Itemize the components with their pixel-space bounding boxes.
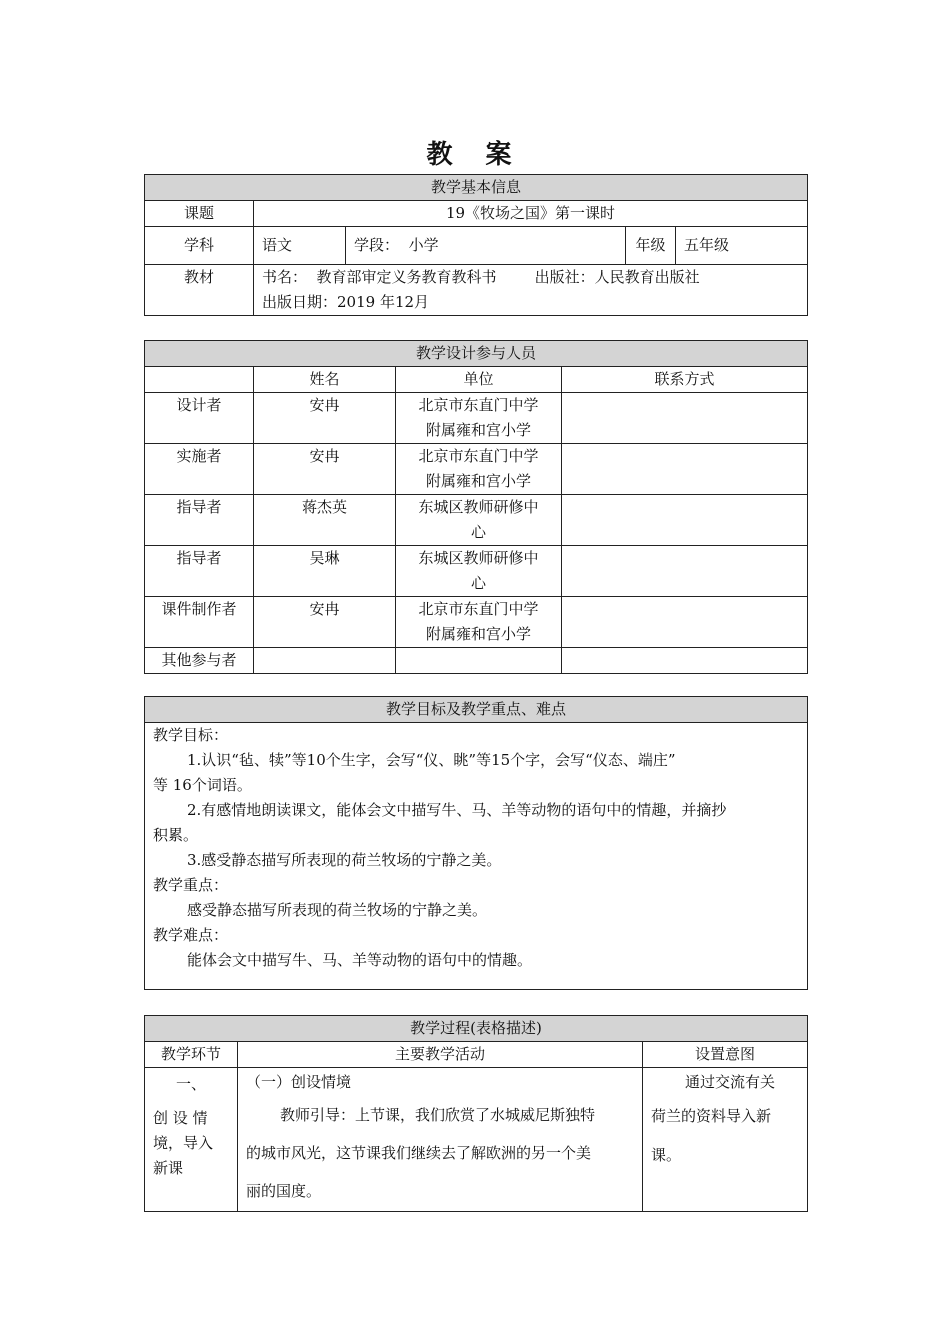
unit-line-2: 附属雍和宫小学	[425, 421, 531, 439]
goal-title: 教学目标：	[153, 726, 229, 744]
goal-3: 3.感受静态描写所表现的荷兰牧场的宁静之美。	[187, 851, 502, 869]
material-line-2: 出版日期：2019 年12月	[262, 293, 430, 311]
unit-line-1: 东城区教师研修中	[418, 549, 539, 567]
unit-line-1: 东城区教师研修中	[418, 498, 539, 516]
unit	[396, 444, 562, 495]
goal-1b: 等 16个词语。	[153, 776, 252, 794]
name: 蒋杰英	[254, 495, 396, 546]
stage-name-2: 境，导入	[153, 1134, 214, 1152]
activity-title: （一）创设情境	[246, 1073, 352, 1091]
material-label: 教材	[145, 265, 254, 316]
participants-table	[144, 340, 808, 674]
table-row	[145, 393, 808, 444]
unit-line-2: 附属雍和宫小学	[425, 472, 531, 490]
activity-cell	[238, 1068, 643, 1212]
difficulty-text: 能体会文中描写牛、马、羊等动物的语句中的情趣。	[187, 951, 533, 969]
stage-label: 学段：	[354, 236, 400, 254]
unit	[396, 597, 562, 648]
col-intent: 设置意图	[643, 1042, 808, 1068]
table-row	[145, 648, 808, 674]
goals-header: 教学目标及教学重点、难点	[145, 697, 808, 723]
unit	[396, 546, 562, 597]
unit	[396, 393, 562, 444]
role: 设计者	[145, 393, 254, 444]
role: 指导者	[145, 546, 254, 597]
grade-value: 五年级	[676, 227, 808, 265]
topic-value: 19《牧场之国》第一课时	[254, 201, 808, 227]
activity-line-2: 的城市风光，这节课我们继续去了解欧洲的另一个美	[246, 1144, 592, 1162]
basic-info-header: 教学基本信息	[145, 175, 808, 201]
stage-cell	[145, 1068, 238, 1212]
contact	[562, 597, 808, 648]
role: 指导者	[145, 495, 254, 546]
unit-line-1: 北京市东直门中学	[418, 600, 539, 618]
contact	[562, 393, 808, 444]
unit	[396, 495, 562, 546]
goal-2b: 积累。	[153, 826, 199, 844]
goal-2a: 2.有感情地朗读课文，能体会文中描写牛、马、羊等动物的语句中的情趣，并摘抄	[187, 801, 727, 819]
intent-line-2: 荷兰的资料导入新	[651, 1107, 772, 1125]
unit-line-1: 北京市东直门中学	[418, 447, 539, 465]
grade-label: 年级	[626, 227, 676, 265]
subject-value: 语文	[254, 227, 346, 265]
intent-line-3: 课。	[651, 1146, 682, 1164]
stage-name-3: 新课	[153, 1159, 184, 1177]
subject-label: 学科	[145, 227, 254, 265]
unit-line-1: 北京市东直门中学	[418, 396, 539, 414]
intent-cell	[643, 1068, 808, 1212]
col-unit: 单位	[396, 367, 562, 393]
stage-number: 一、	[175, 1075, 206, 1093]
key-title: 教学重点：	[153, 876, 229, 894]
table-row	[145, 444, 808, 495]
table-row	[145, 597, 808, 648]
process-header: 教学过程(表格描述)	[145, 1016, 808, 1042]
role: 实施者	[145, 444, 254, 495]
table-row	[145, 546, 808, 597]
goal-1a: 1.认识“毡、犊”等10个生字，会写“仪、眺”等15个字，会写“仪态、端庄”	[187, 751, 676, 769]
process-table	[144, 1015, 808, 1212]
page-title: 教 案	[426, 140, 524, 170]
intent-line-1: 通过交流有关	[685, 1073, 776, 1091]
name: 安冉	[254, 393, 396, 444]
col-contact: 联系方式	[562, 367, 808, 393]
goals-table	[144, 696, 808, 990]
col-activity: 主要教学活动	[238, 1042, 643, 1068]
difficulty-title: 教学难点：	[153, 926, 229, 944]
stage-name-1: 创 设 情	[153, 1109, 208, 1127]
stage-value: 小学	[408, 236, 439, 254]
activity-line-1: 教师引导：上节课，我们欣赏了水城威尼斯独特	[280, 1106, 596, 1124]
name: 安冉	[254, 444, 396, 495]
topic-label: 课题	[145, 201, 254, 227]
table-row	[145, 495, 808, 546]
name: 吴琳	[254, 546, 396, 597]
basic-info-table	[144, 174, 808, 316]
material-line-1: 书名： 教育部审定义务教育教科书 出版社：人民教育出版社	[262, 268, 700, 286]
name: 安冉	[254, 597, 396, 648]
participants-header: 教学设计参与人员	[145, 341, 808, 367]
col-name: 姓名	[254, 367, 396, 393]
col-stage: 教学环节	[145, 1042, 238, 1068]
contact	[562, 546, 808, 597]
material-cell	[254, 265, 808, 316]
col-role	[145, 367, 254, 393]
contact	[562, 444, 808, 495]
unit-line-2: 心	[470, 523, 486, 541]
stage-cell	[346, 227, 626, 265]
key-text: 感受静态描写所表现的荷兰牧场的宁静之美。	[187, 901, 488, 919]
activity-line-3: 丽的国度。	[246, 1182, 322, 1200]
unit-line-2: 附属雍和宫小学	[425, 625, 531, 643]
unit-line-2: 心	[470, 574, 486, 592]
role: 课件制作者	[145, 597, 254, 648]
contact	[562, 495, 808, 546]
goals-body	[145, 723, 808, 990]
other-participants-label: 其他参与者	[145, 648, 254, 674]
